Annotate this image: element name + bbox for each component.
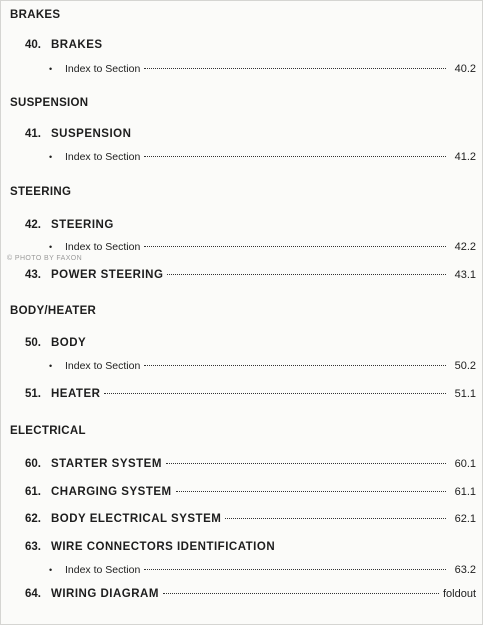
entry-title: STARTER SYSTEM bbox=[51, 458, 162, 470]
section-heading-steering: STEERING bbox=[10, 186, 72, 198]
bullet-icon: • bbox=[49, 242, 53, 252]
dot-leader bbox=[225, 518, 446, 519]
entry-number: 41. bbox=[25, 128, 41, 140]
entry-title: BRAKES bbox=[51, 39, 103, 51]
toc-entry-41 bbox=[25, 128, 476, 140]
toc-entry-50 bbox=[25, 337, 476, 349]
toc-subentry-40 bbox=[49, 63, 476, 75]
page-reference: foldout bbox=[442, 588, 476, 600]
toc-entry-42 bbox=[25, 219, 476, 231]
dot-leader bbox=[144, 569, 446, 570]
entry-number: 64. bbox=[25, 588, 41, 600]
entry-number: 60. bbox=[25, 458, 41, 470]
bullet-icon: • bbox=[49, 361, 53, 371]
entry-number: 61. bbox=[25, 486, 41, 498]
toc-subentry-63 bbox=[49, 564, 476, 576]
toc-entry-63 bbox=[25, 541, 476, 553]
entry-title: STEERING bbox=[51, 219, 114, 231]
dot-leader bbox=[144, 365, 446, 366]
entry-title: BODY ELECTRICAL SYSTEM bbox=[51, 513, 222, 525]
page-reference: 62.1 bbox=[454, 513, 476, 525]
photo-watermark: © PHOTO BY FAXON bbox=[7, 255, 83, 262]
toc-subentry-42 bbox=[49, 241, 476, 253]
page-reference: 60.1 bbox=[454, 458, 476, 470]
bullet-icon: • bbox=[49, 64, 53, 74]
dot-leader bbox=[144, 68, 446, 69]
entry-number: 63. bbox=[25, 541, 41, 553]
page-reference: 43.1 bbox=[454, 269, 476, 281]
toc-entry-60 bbox=[25, 458, 476, 470]
section-heading-body-heater: BODY/HEATER bbox=[10, 305, 97, 317]
dot-leader bbox=[167, 274, 446, 275]
entry-number: 62. bbox=[25, 513, 41, 525]
entry-title: BODY bbox=[51, 337, 87, 349]
entry-number: 42. bbox=[25, 219, 41, 231]
entry-number: 40. bbox=[25, 39, 41, 51]
subentry-title: Index to Section bbox=[65, 360, 141, 372]
subentry-title: Index to Section bbox=[65, 63, 141, 75]
dot-leader bbox=[144, 156, 446, 157]
toc-subentry-41 bbox=[49, 151, 476, 163]
toc-entry-64 bbox=[25, 588, 476, 600]
toc-subentry-50 bbox=[49, 360, 476, 372]
entry-number: 43. bbox=[25, 269, 41, 281]
subentry-title: Index to Section bbox=[65, 151, 141, 163]
entry-title: HEATER bbox=[51, 388, 101, 400]
entry-title: WIRE CONNECTORS IDENTIFICATION bbox=[51, 541, 276, 553]
page-reference: 40.2 bbox=[454, 63, 476, 75]
dot-leader bbox=[104, 393, 446, 394]
entry-title: WIRING DIAGRAM bbox=[51, 588, 159, 600]
entry-title: CHARGING SYSTEM bbox=[51, 486, 172, 498]
subentry-title: Index to Section bbox=[65, 564, 141, 576]
section-heading-electrical: ELECTRICAL bbox=[10, 425, 86, 437]
page-reference: 42.2 bbox=[454, 241, 476, 253]
section-heading-brakes: BRAKES bbox=[10, 9, 61, 21]
section-heading-suspension: SUSPENSION bbox=[10, 97, 89, 109]
entry-number: 50. bbox=[25, 337, 41, 349]
entry-title: POWER STEERING bbox=[51, 269, 164, 281]
dot-leader bbox=[144, 246, 446, 247]
entry-number: 51. bbox=[25, 388, 41, 400]
subentry-title: Index to Section bbox=[65, 241, 141, 253]
page-reference: 41.2 bbox=[454, 151, 476, 163]
toc-entry-40 bbox=[25, 39, 476, 51]
dot-leader bbox=[163, 593, 439, 594]
page-reference: 61.1 bbox=[454, 486, 476, 498]
toc-entry-51 bbox=[25, 388, 476, 400]
bullet-icon: • bbox=[49, 565, 53, 575]
toc-entry-62 bbox=[25, 513, 476, 525]
dot-leader bbox=[166, 463, 446, 464]
dot-leader bbox=[176, 491, 446, 492]
page-reference: 50.2 bbox=[454, 360, 476, 372]
entry-title: SUSPENSION bbox=[51, 128, 132, 140]
page-reference: 63.2 bbox=[454, 564, 476, 576]
toc-entry-43 bbox=[25, 269, 476, 281]
bullet-icon: • bbox=[49, 152, 53, 162]
page-reference: 51.1 bbox=[454, 388, 476, 400]
toc-entry-61 bbox=[25, 486, 476, 498]
